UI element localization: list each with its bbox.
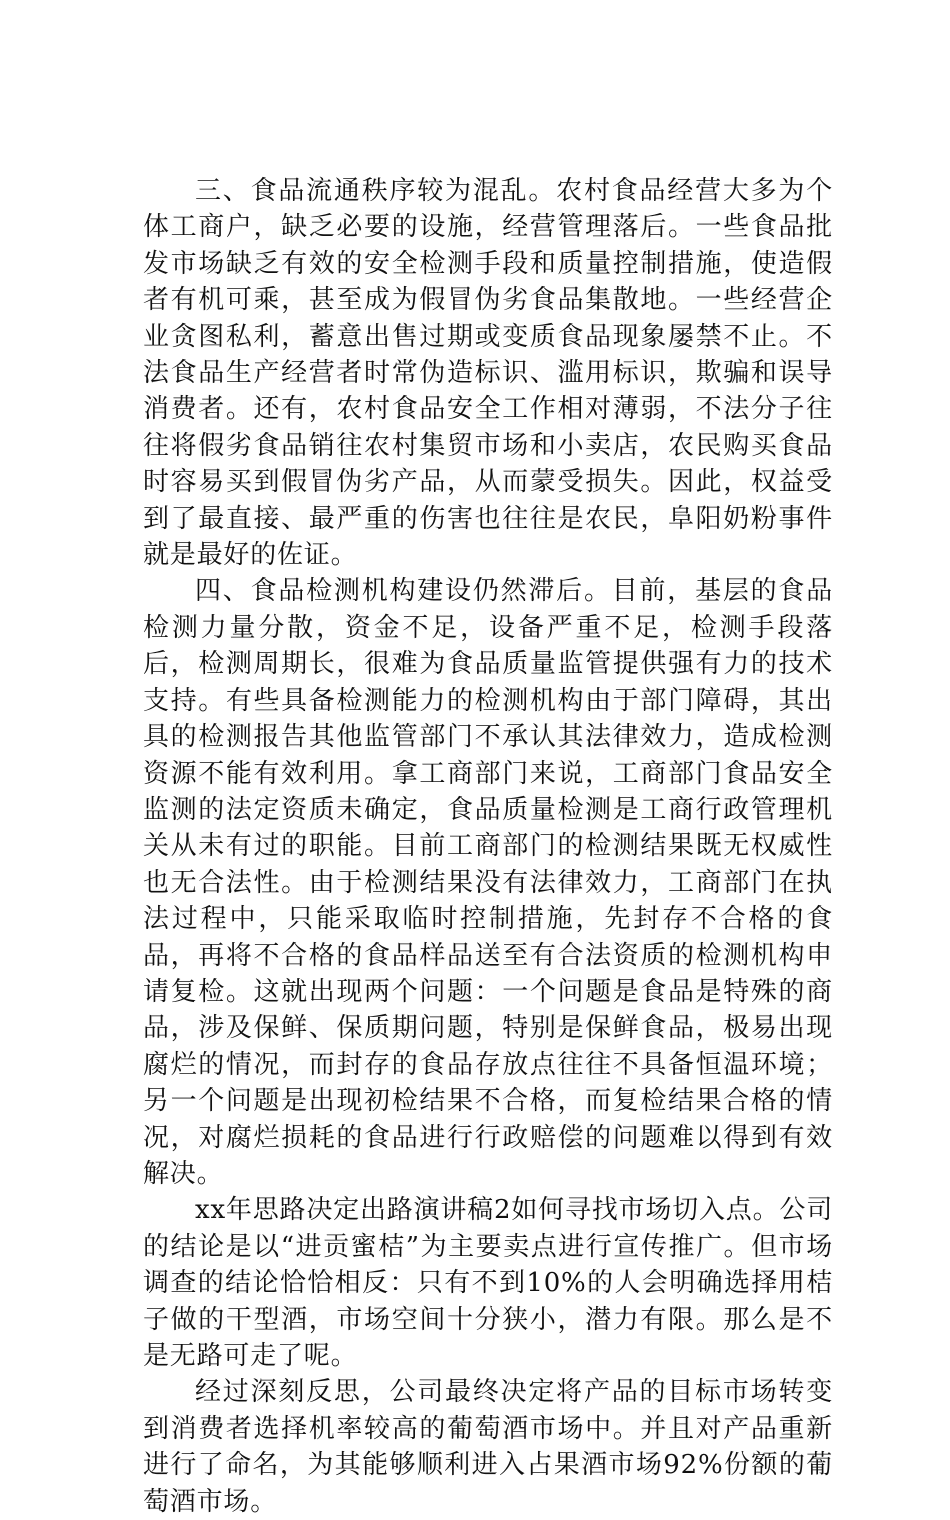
paragraph-food-testing: 四、食品检测机构建设仍然滞后。目前，基层的食品检测力量分散，资金不足，设备严重不足，检测手段落后，检测周期长，很难为食品质量监管提供强有力的技术支持。有些具备检测能力的检测机构由于部门障碍，其出具的检测报告其他监管部门不承认其法律效力，造成检测资源不能有效利用。拿工商部门来说，工商部门食品安全监测的法定资质未确定，食品质量检测是工商行政管理机关从未有过的职能。目前工商部门的检测结果既无权威性也无合法性。由于检测结果没有法律效力，工商部门在执法过程中，只能采取临时控制措施，先封存不合格的食品，再将不合格的食品样品送至有合法资质的检测机构申请复检。这就出现两个问题：一个问题是食品是特殊的商品，涉及保鲜、保质期问题，特别是保鲜食品，极易出现腐烂的情况，而封存的食品存放点往往不具备恒温环境；另一个问题是出现初检结果不合格，而复检结果合格的情况，对腐烂损耗的食品进行行政赔偿的问题难以得到有效解决。 <box>143 576 833 1189</box>
paragraph-food-circulation: 三、食品流通秩序较为混乱。农村食品经营大多为个体工商户，缺乏必要的设施，经营管理落后。一些食品批发市场缺乏有效的安全检测手段和质量控制措施，使造假者有机可乘，甚至成为假冒伪劣食品集散地。一些经营企业贪图私利，蓄意出售过期或变质食品现象屡禁不止。不法食品生产经营者时常伪造标识、滥用标识，欺骗和误导消费者。还有，农村食品安全工作相对薄弱，不法分子往往将假劣食品销往农村集贸市场和小卖店，农民购买食品时容易买到假冒伪劣产品，从而蒙受损失。因此，权益受到了最直接、最严重的伤害也往往是农民，阜阳奶粉事件就是最好的佐证。 <box>143 176 833 571</box>
paragraph-reflection: 经过深刻反思，公司最终决定将产品的目标市场转变到消费者选择机率较高的葡萄酒市场中。并且对产品重新进行了命名，为其能够顺利进入占果酒市场92%份额的葡萄酒市场。 <box>143 1377 833 1517</box>
paragraph-market-entry: xx年思路决定出路演讲稿2如何寻找市场切入点。公司的结论是以“进贡蜜桔”为主要卖点进行宣传推广。但市场调查的结论恰恰相反：只有不到10%的人会明确选择用桔子做的干型酒，市场空间十分狭小，潜力有限。那么是不是无路可走了呢。 <box>143 1195 833 1371</box>
document-body <box>143 173 833 1520</box>
